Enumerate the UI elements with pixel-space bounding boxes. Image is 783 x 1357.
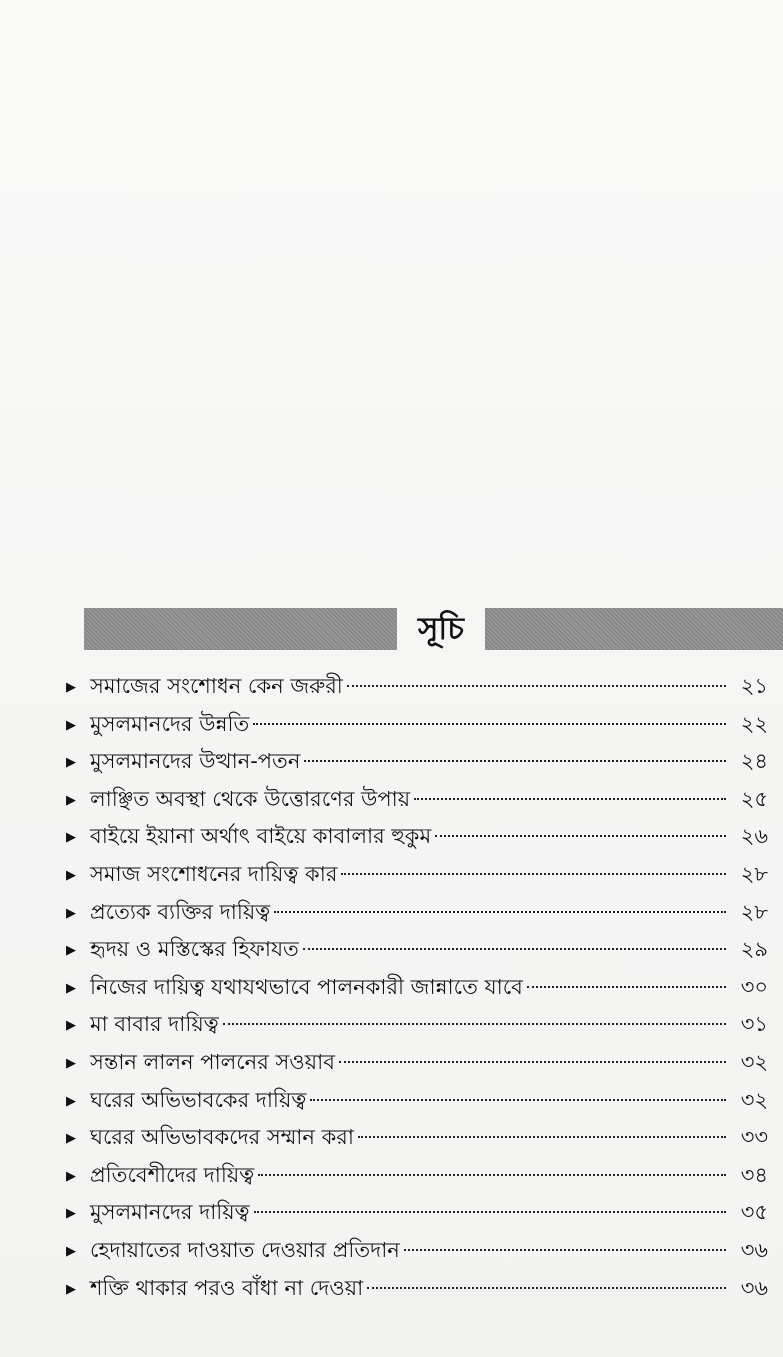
dot-leader: [303, 948, 726, 950]
toc-entry: [66, 931, 768, 969]
bullet-arrow-icon: ▶: [66, 1243, 76, 1259]
toc-entry-title: সমাজ সংশোধনের দায়িত্ব কার: [90, 861, 338, 886]
bullet-arrow-icon: ▶: [66, 1018, 76, 1034]
toc-entry-title: মা বাবার দায়িত্ব: [90, 1012, 219, 1037]
toc-entry: [66, 1119, 768, 1157]
bullet-arrow-icon: ▶: [66, 1093, 76, 1109]
toc-entry: [66, 781, 768, 819]
toc-entry-title: সন্তান লালন পালনের সওয়াব: [90, 1049, 335, 1074]
toc-entry-page-number: ৩৬: [740, 1275, 768, 1300]
bullet-arrow-icon: ▶: [66, 943, 76, 959]
header-bar-left: [84, 608, 397, 650]
toc-entry-title: হেদায়াতের দাওয়াত দেওয়ার প্রতিদান: [90, 1237, 400, 1262]
toc-entry-page-number: ৩২: [740, 1087, 768, 1112]
toc-entry-page-number: ২১: [740, 674, 768, 698]
bullet-arrow-icon: ▶: [66, 717, 76, 733]
toc-title: সূচি: [417, 611, 465, 647]
dot-leader: [223, 1023, 726, 1025]
toc-entry-title: ঘরের অভিভাবকদের সম্মান করা: [90, 1125, 354, 1150]
toc-entry-page-number: ৩০: [740, 974, 768, 999]
bullet-arrow-icon: ▶: [66, 680, 76, 695]
toc-header: [84, 604, 783, 654]
dot-leader: [310, 1099, 726, 1101]
dot-leader: [414, 798, 726, 800]
toc-entry-page-number: ৩৬: [740, 1237, 768, 1262]
bullet-arrow-icon: ▶: [66, 905, 76, 921]
toc-entry: [66, 1194, 768, 1232]
toc-entry-page-number: ৩৩: [740, 1125, 768, 1150]
toc-entry-page-number: ২৮: [740, 861, 768, 886]
toc-entry: [66, 818, 768, 856]
toc-entry: [66, 894, 768, 932]
toc-entry-page-number: ৩২: [740, 1049, 768, 1074]
toc-entry-title: শক্তি থাকার পরও বাঁধা না দেওয়া: [90, 1275, 364, 1300]
toc-entry: [66, 969, 768, 1007]
bullet-arrow-icon: ▶: [66, 1131, 76, 1147]
toc-entry-title: বাইয়ে ইয়ানা অর্থাৎ বাইয়ে কাবালার হুকুম: [90, 824, 432, 849]
toc-entry: [66, 668, 768, 706]
bullet-arrow-icon: ▶: [66, 980, 76, 996]
toc-entry-title: লাঞ্ছিত অবস্থা থেকে উত্তোরণের উপায়: [90, 786, 411, 811]
toc-entry: [66, 1006, 768, 1044]
toc-entry-page-number: ৩৪: [740, 1162, 768, 1187]
toc-entry-page-number: ৩৫: [740, 1200, 768, 1225]
toc-entry: [66, 743, 768, 781]
toc-entry: [66, 1157, 768, 1195]
dot-leader: [339, 1061, 726, 1063]
toc-list: [66, 668, 768, 1307]
toc-entry: [66, 1270, 768, 1308]
toc-entry-title: হৃদয় ও মস্তিস্কের হিফাযত: [90, 937, 299, 962]
dot-leader: [254, 1211, 726, 1213]
dot-leader: [404, 1249, 726, 1251]
bullet-arrow-icon: ▶: [66, 792, 76, 808]
toc-entry: [66, 1082, 768, 1120]
toc-entry-page-number: ২৯: [740, 937, 768, 962]
toc-entry-page-number: ২৫: [740, 786, 768, 811]
dot-leader: [367, 1287, 726, 1289]
toc-entry: [66, 856, 768, 894]
dot-leader: [253, 723, 726, 725]
dot-leader: [274, 911, 726, 913]
toc-entry-page-number: ২২: [740, 711, 768, 736]
toc-entry-page-number: ২৮: [740, 899, 768, 924]
dot-leader: [527, 986, 726, 988]
toc-entry-title: প্রতিবেশীদের দায়িত্ব: [90, 1162, 255, 1187]
toc-entry-page-number: ২৪: [740, 749, 768, 774]
bullet-arrow-icon: ▶: [66, 1055, 76, 1071]
bullet-arrow-icon: ▶: [66, 1206, 76, 1222]
bullet-arrow-icon: ▶: [66, 867, 76, 883]
dot-leader: [358, 1136, 726, 1138]
dot-leader: [435, 835, 726, 837]
bullet-arrow-icon: ▶: [66, 755, 76, 771]
toc-entry: [66, 1044, 768, 1082]
toc-entry-title: মুসলমানদের উত্থান-পতন: [90, 749, 301, 774]
toc-entry: [66, 706, 768, 744]
toc-entry-title: সমাজের সংশোধন কেন জরুরী: [90, 674, 343, 698]
dot-leader: [347, 685, 726, 687]
toc-entry-page-number: ২৬: [740, 824, 768, 849]
toc-entry-page-number: ৩১: [740, 1012, 768, 1037]
bullet-arrow-icon: ▶: [66, 830, 76, 846]
dot-leader: [258, 1174, 726, 1176]
toc-entry-title: মুসলমানদের উন্নতি: [90, 711, 250, 736]
bullet-arrow-icon: ▶: [66, 1168, 76, 1184]
toc-entry-title: ঘরের অভিভাবকের দায়িত্ব: [90, 1087, 307, 1112]
bullet-arrow-icon: ▶: [66, 1281, 76, 1297]
toc-entry: [66, 1232, 768, 1270]
toc-entry-title: প্রত্যেক ব্যক্তির দায়িত্ব: [90, 899, 271, 924]
toc-entry-title: নিজের দায়িত্ব যথাযথভাবে পালনকারী জান্নাতে যাবে: [90, 974, 523, 999]
dot-leader: [341, 873, 726, 875]
dot-leader: [304, 760, 726, 762]
toc-entry-title: মুসলমানদের দায়িত্ব: [90, 1200, 250, 1225]
header-bar-right: [485, 608, 783, 650]
